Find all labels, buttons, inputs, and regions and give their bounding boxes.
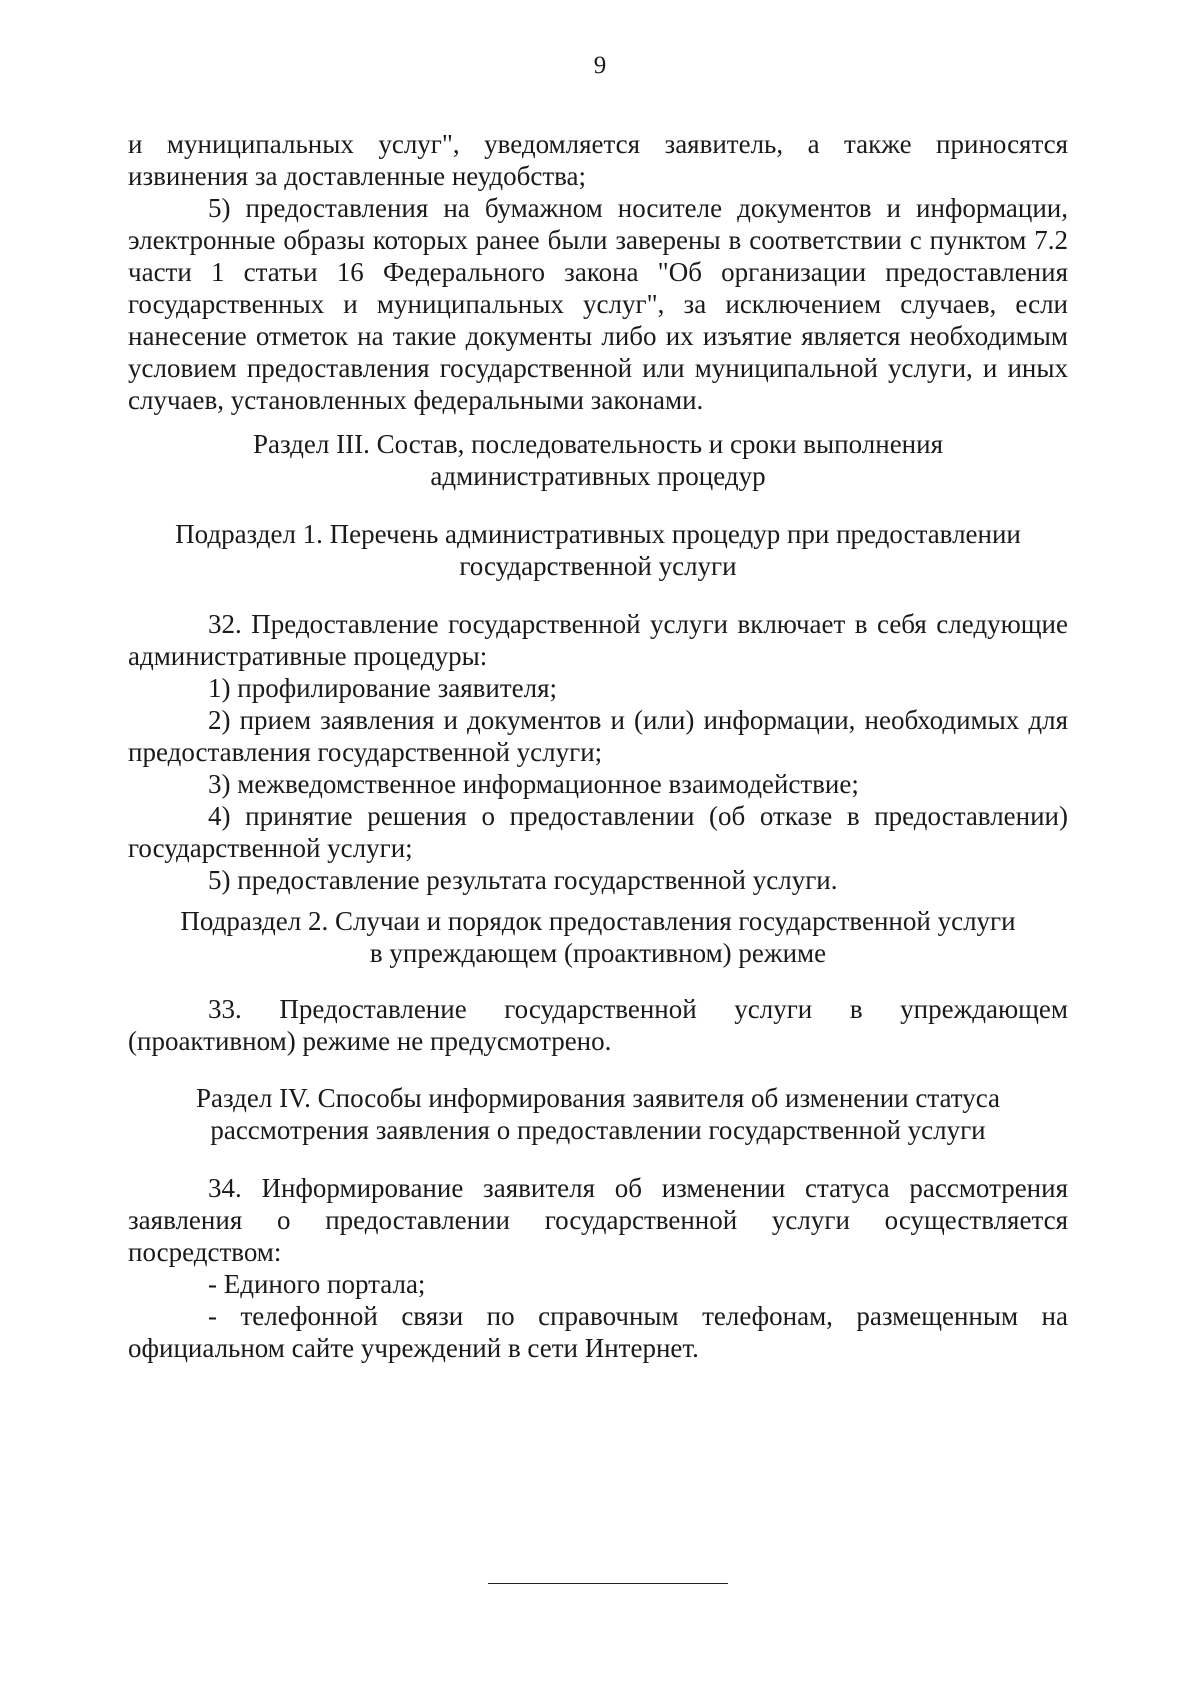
list-item: 5) предоставление результата государственной услуги.: [208, 865, 838, 895]
list-item: 3) межведомственное информационное взаимодействие;: [208, 769, 859, 799]
section-heading-line: административных процедур: [430, 461, 766, 491]
list-item: 2) прием заявления и документов и (или) информации, необходимых для предоставления государственной услуги;: [128, 705, 1068, 767]
page-number: 9: [593, 52, 607, 79]
section-4-heading: [128, 1082, 1068, 1146]
clause-text: 33. Предоставление государственной услуги в упреждающем (проактивном) режиме не предусмотрено.: [128, 994, 1068, 1056]
section-heading-line: Раздел IV. Способы информирования заявителя об изменении статуса: [196, 1083, 1000, 1113]
clause-intro: 34. Информирование заявителя об изменении статуса рассмотрения заявления о предоставлении государственной услуги осуществляется посредством:: [128, 1173, 1068, 1267]
list-item: 4) принятие решения о предоставлении (об отказе в предоставлении) государственной услуги;: [128, 801, 1068, 863]
subsection-heading-line: в упреждающем (проактивном) режиме: [369, 938, 827, 968]
clause-33: [128, 993, 1068, 1057]
section-heading-line: рассмотрения заявления о предоставлении государственной услуги: [210, 1115, 986, 1145]
clause-intro: 32. Предоставление государственной услуги включает в себя следующие административные процедуры:: [128, 609, 1068, 671]
clause-34: [128, 1172, 1068, 1364]
section-heading-line: Раздел III. Состав, последовательность и сроки выполнения: [253, 429, 943, 459]
subsection-1-heading: [128, 518, 1068, 582]
paragraph-continuation: [128, 128, 1068, 416]
subsection-heading-line: Подраздел 2. Случаи и порядок предоставления государственной услуги: [180, 906, 1016, 936]
list-item: 1) профилирование заявителя;: [208, 673, 558, 703]
paragraph-item-5: 5) предоставления на бумажном носителе документов и информации, электронные образы которых ранее были заверены в соответствии с пунктом 7.2 части 1 статьи 16 Федерального закона "Об организации предоставления государственных и муниципальных услуг", за исключением случаев, если нанесение отметок на такие документы либо их изъятие является необходимым условием предоставления государственной или муниципальной услуги, и иных случаев, установленных федеральными законами.: [128, 193, 1068, 415]
subsection-2-heading: [128, 905, 1068, 969]
subsection-heading-line: государственной услуги: [459, 551, 737, 581]
subsection-heading-line: Подраздел 1. Перечень административных процедур при предоставлении: [175, 519, 1021, 549]
list-item: - телефонной связи по справочным телефонам, размещенным на официальном сайте учреждений в сети Интернет.: [128, 1301, 1068, 1363]
clause-32: [128, 608, 1068, 896]
paragraph-text: и муниципальных услуг", уведомляется заявитель, а также приносятся извинения за доставленные неудобства;: [128, 129, 1068, 191]
section-3-heading: [128, 428, 1068, 492]
end-divider: [488, 1583, 728, 1584]
list-item: - Единого портала;: [208, 1269, 426, 1299]
